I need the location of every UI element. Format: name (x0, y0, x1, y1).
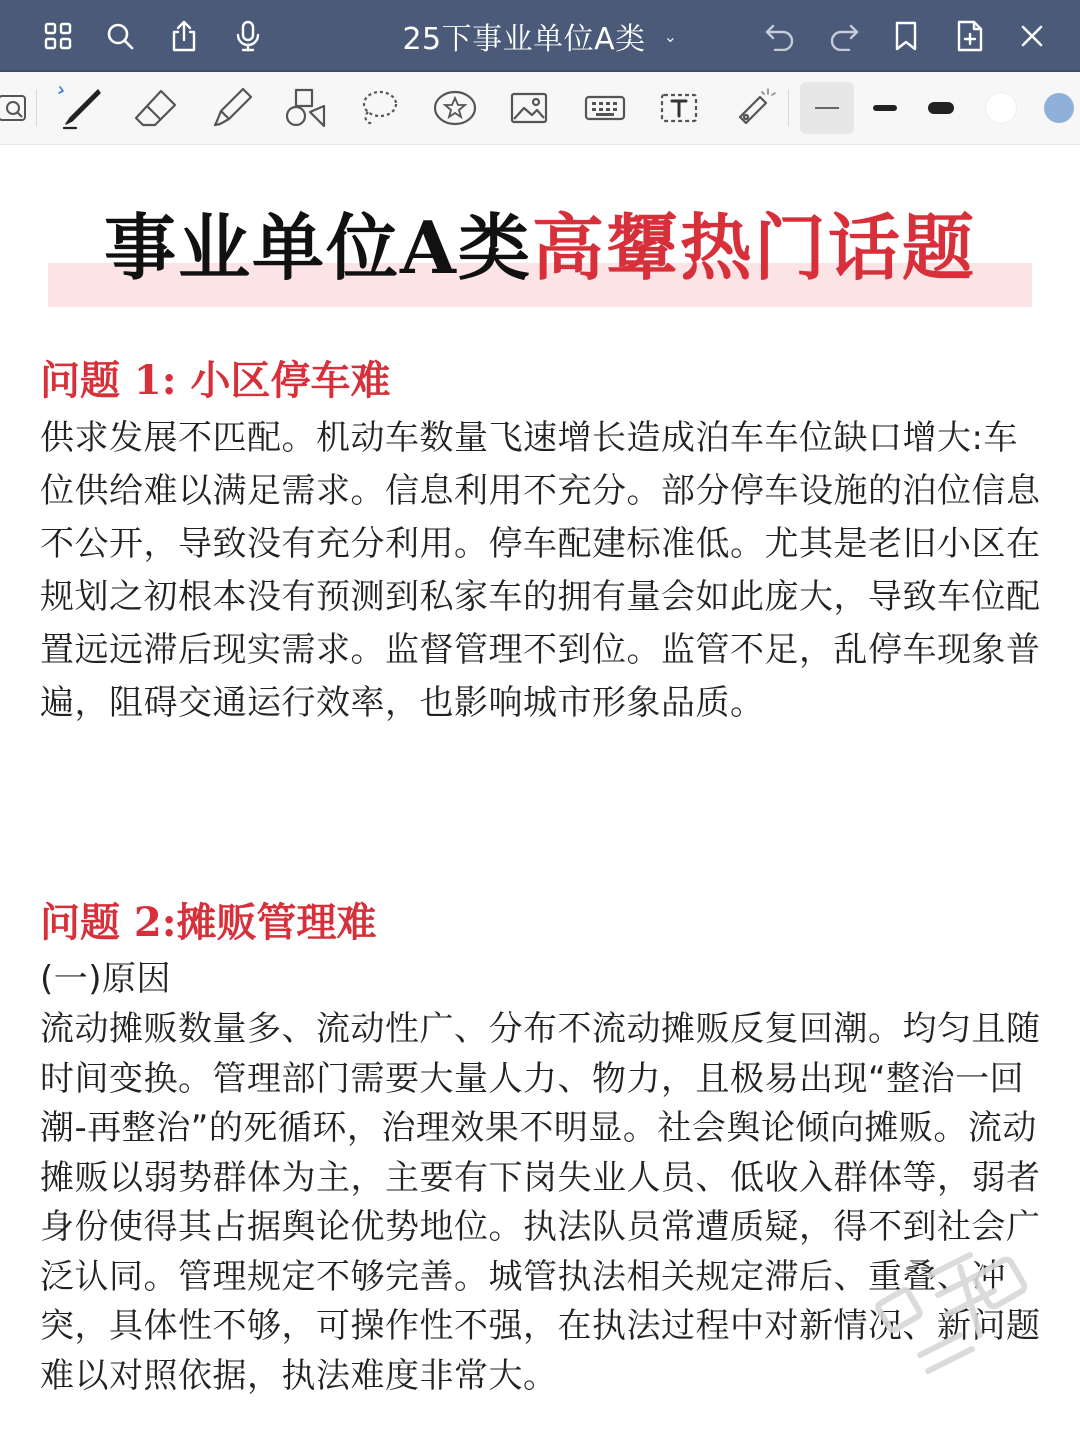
stroke-width-thin[interactable] (800, 82, 854, 134)
share-icon[interactable] (154, 0, 214, 72)
pen-icon[interactable] (52, 82, 106, 134)
bookmark-icon[interactable] (876, 0, 936, 72)
image-icon[interactable] (502, 82, 556, 134)
zoom-window-icon[interactable] (0, 82, 40, 134)
color-swatch-white[interactable] (974, 82, 1028, 134)
add-page-icon[interactable] (940, 0, 1000, 72)
document-title-button[interactable] (360, 0, 720, 72)
stroke-width-thick[interactable] (914, 82, 968, 134)
watermark-logo (860, 1235, 1050, 1385)
top-bar (0, 0, 1080, 72)
eraser-icon[interactable] (128, 82, 182, 134)
undo-icon[interactable] (750, 0, 810, 72)
sticker-icon[interactable] (428, 82, 482, 134)
highlighter-icon[interactable] (204, 82, 258, 134)
section-2-subtitle: (一)原因 (40, 959, 172, 999)
toolbar-divider (36, 90, 37, 126)
search-icon[interactable] (90, 0, 150, 72)
section-2-paragraph: 流动摊贩数量多、流动性广、分布不流动摊贩反复回潮。均匀且随时间变换。管理部门需要大量人力、物力，且极易出现“整治一回潮-再整治”的死循环，治理效果不明显。社会舆论倾向摊贩。流动摊贩以弱势群体为主，主要有下岗失业人员、低收入群体等，弱者身份使得其占据舆论优势地位。执法队员常遭质疑，得不到社会广泛认同。管理规定不够完善。城管执法相关规定滞后、重叠、冲突，具体性不够，可操作性不强，在执法过程中对新情况、新问题难以对照依据，执法难度非常大。 (40, 1009, 1041, 1396)
headline-red-text: 高顰热门话题 (531, 205, 976, 290)
section-1-title: 问题 1: 小区停车难 (40, 357, 391, 404)
shapes-icon[interactable] (278, 82, 332, 134)
stroke-width-medium[interactable] (858, 82, 912, 134)
color-swatch-blue[interactable] (1032, 82, 1080, 134)
section-1-paragraph: 供求发展不匹配。机动车数量飞速增长造成泊车车位缺口增大:车位供给难以满足需求。信息利用不充分。部分停车设施的泊位信息不公开，导致没有充分利用。停车配建标准低。尤其是老旧小区在规划之初根本没有预测到私家车的拥有量会如此庞大，导致车位配置远远滞后现实需求。监督管理不到位。监管不足，乱停车现象普遍，阻碍交通运行效率，也影响城市形象品质。 (40, 418, 1041, 723)
grid-icon[interactable] (28, 0, 88, 72)
lasso-icon[interactable] (352, 82, 406, 134)
chevron-down-icon: ⌄ (663, 26, 678, 46)
section-2-title: 问题 2:摊贩管理难 (40, 899, 377, 946)
document-title: 25下事业单位A类 (402, 22, 646, 57)
page-headline (0, 203, 1080, 293)
laser-pointer-icon[interactable] (726, 82, 780, 134)
close-icon[interactable] (1002, 0, 1062, 72)
keyboard-icon[interactable] (578, 82, 632, 134)
toolbar-divider (788, 90, 789, 126)
annotation-toolbar (0, 72, 1080, 145)
text-box-icon[interactable] (652, 82, 706, 134)
headline-black-text: 事业单位A类 (104, 205, 532, 290)
redo-icon[interactable] (814, 0, 874, 72)
microphone-icon[interactable] (218, 0, 278, 72)
